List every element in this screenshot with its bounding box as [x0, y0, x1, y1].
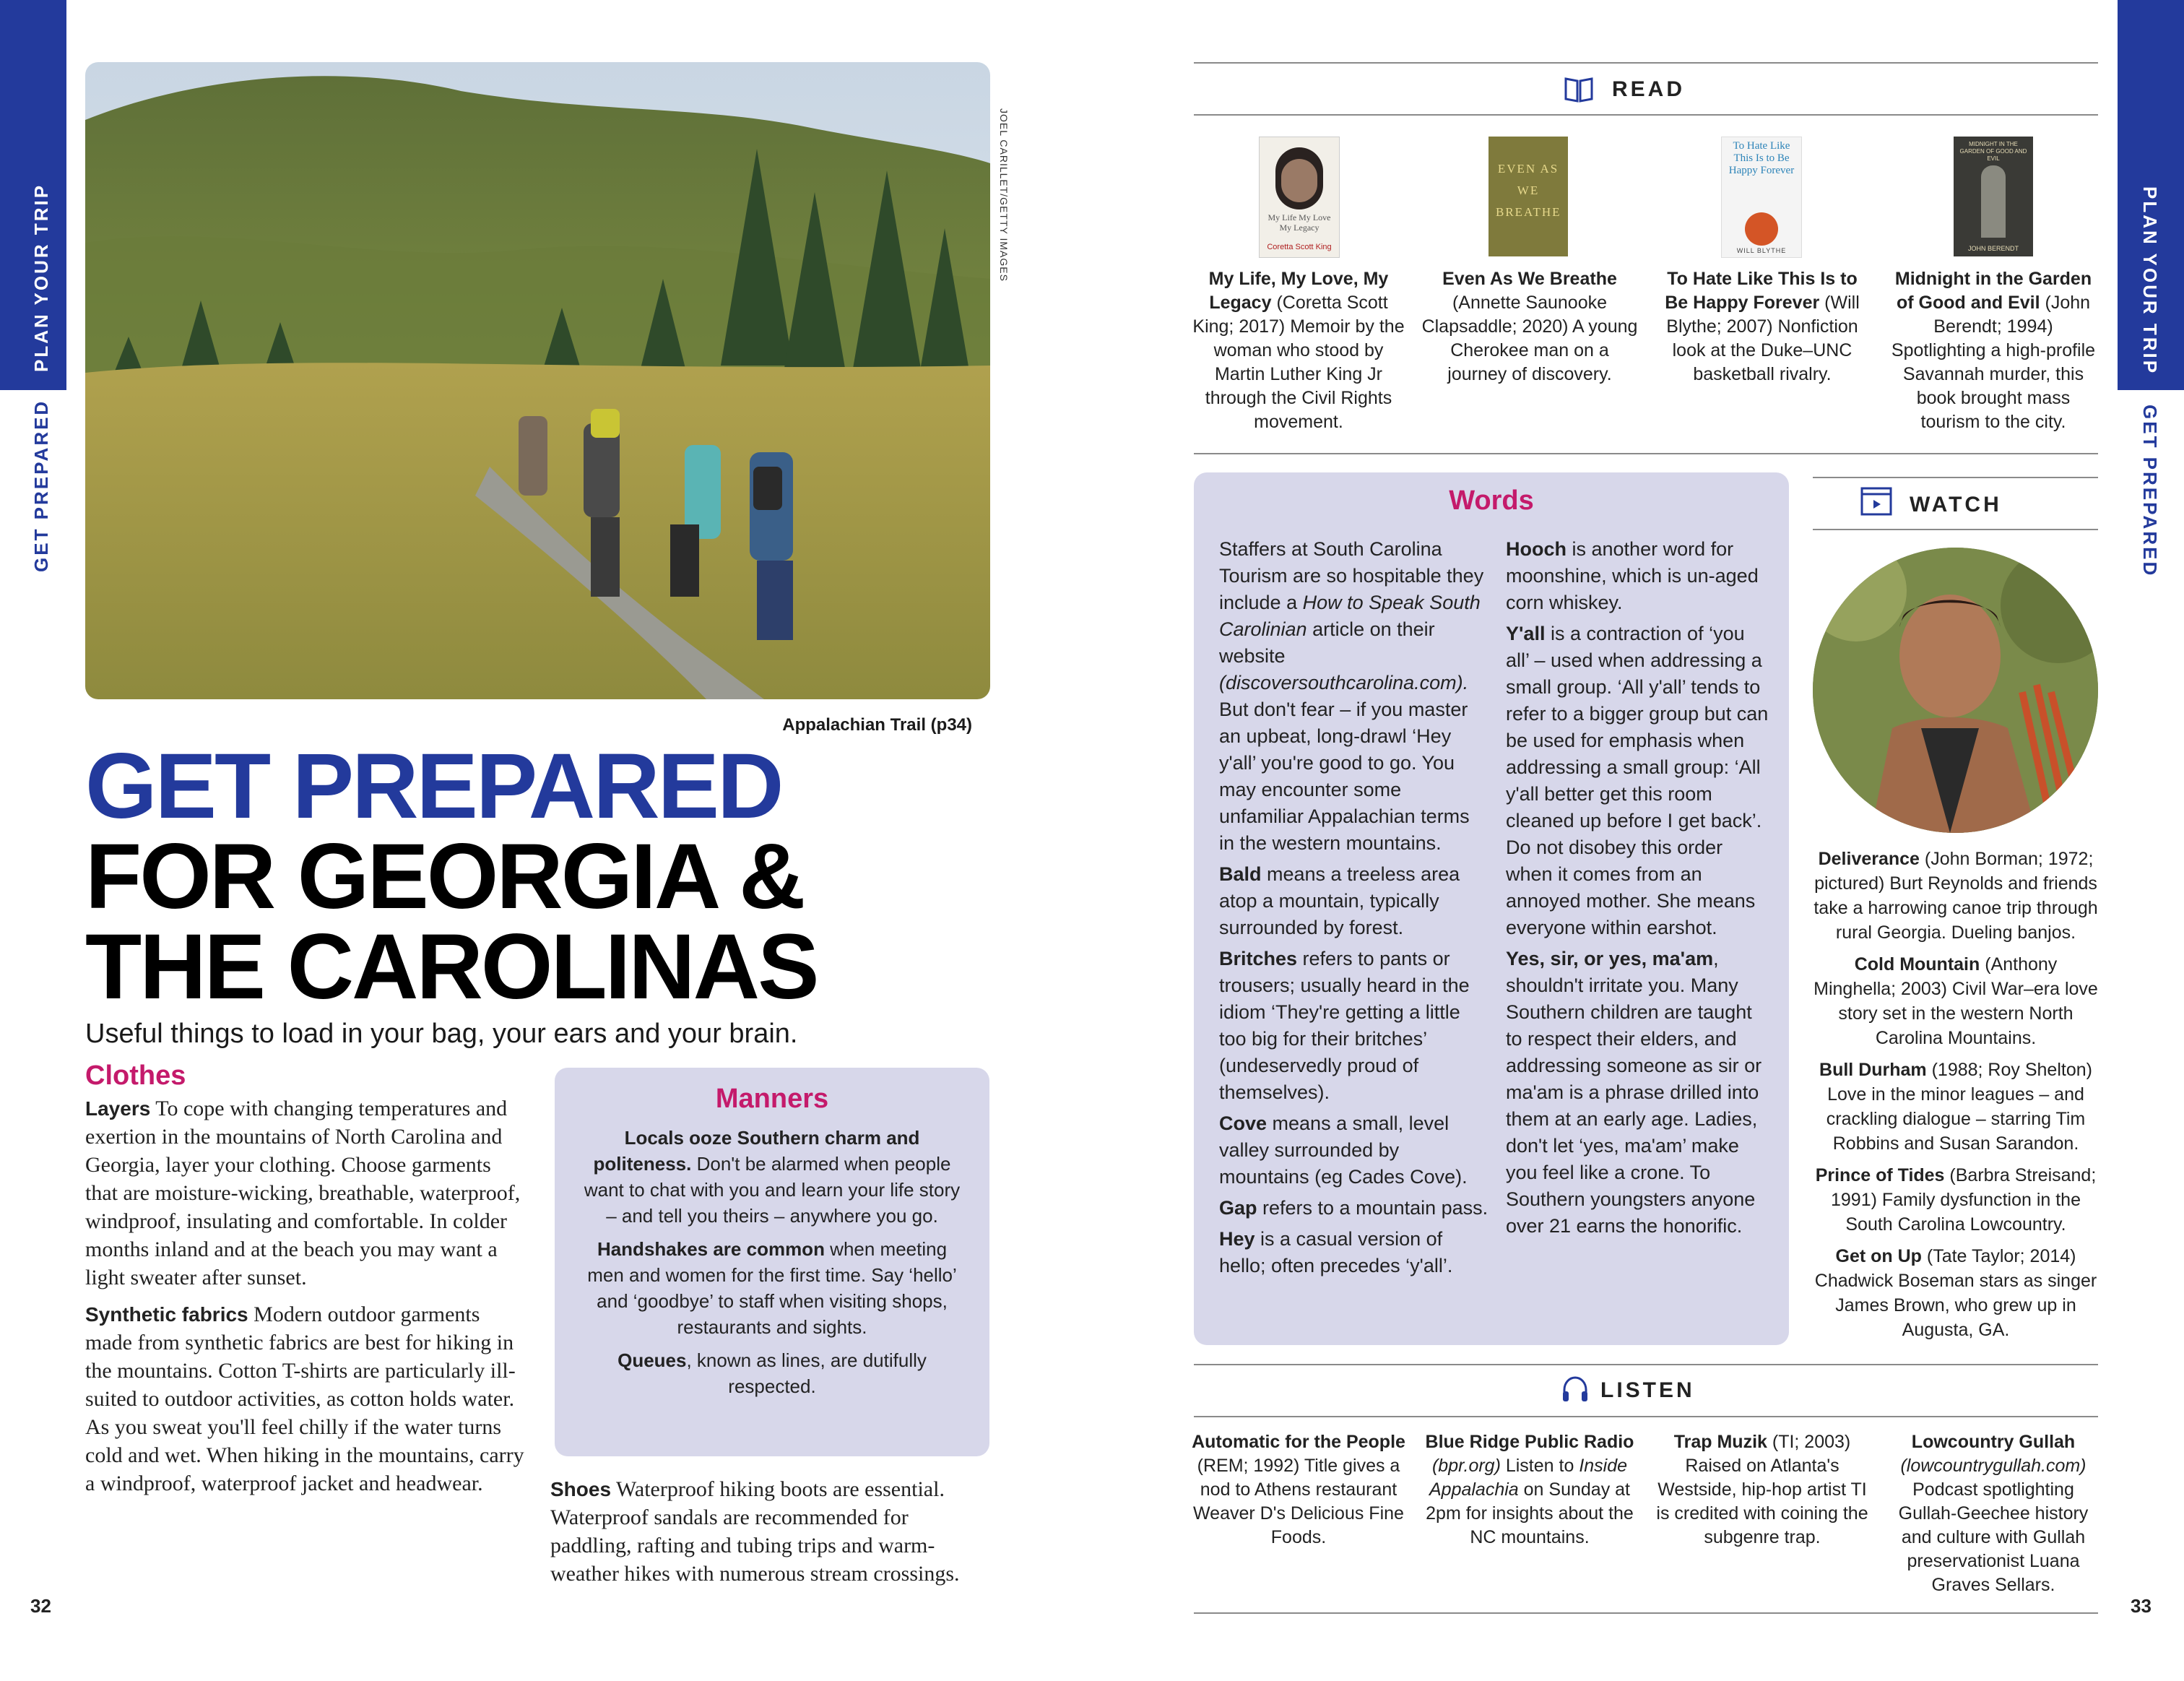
side-section-right-label: GET PREPARED [2139, 405, 2161, 578]
listen-1-text: (REM; 1992) Title gives a nod to Athens restaurant Weaver D's Delicious Fine Foods. [1193, 1456, 1404, 1547]
side-tab-left-label: PLAN YOUR TRIP [30, 183, 52, 372]
book-cover-1-author: Coretta Scott King [1267, 243, 1332, 251]
read-heading: READ [1612, 77, 1686, 101]
headline-subhead: Useful things to load in your bag, your ears and your brain. [85, 1019, 798, 1049]
deliverance-still-illustration [1813, 548, 2098, 833]
book-2-text: (Annette Saunooke Clapsaddle; 2020) A young Cherokee man on a journey of discovery. [1421, 293, 1638, 384]
shoes-term: Shoes [550, 1478, 612, 1500]
words-yall [1506, 621, 1773, 941]
yall-text: is a contraction of ‘you all’ – used when addressing a small group. ‘All y'all’ tends to refer to a bigger group but can be used for emphasis when addressing a small group: ‘All y'all better get this room cleaned up before I get back’. Do not disobey this order when it comes from an annoyed mother. She means everyone within earshot. [1506, 623, 1769, 938]
watch-item-5 [1811, 1244, 2100, 1342]
book-caption-2 [1421, 267, 1638, 386]
yes-sir-term: Yes, sir, or yes, ma'am [1506, 948, 1714, 969]
words-column-right [1506, 536, 1773, 1244]
words-bald [1219, 861, 1490, 941]
book-cover-3-title: To Hate Like This Is to Be Happy Forever [1728, 140, 1795, 176]
listen-1-title: Automatic for the People [1192, 1432, 1405, 1452]
book-caption-3 [1654, 267, 1871, 386]
listen-3-title: Trap Muzik [1673, 1432, 1767, 1452]
clothes-layers [85, 1094, 526, 1292]
manners-p2-text: when meeting men and women for the first time. Say ‘hello’ and ‘goodbye’ to staff when visiting shops, restaurants and sights. [587, 1238, 957, 1338]
clothes-section [85, 1060, 526, 1498]
words-intro [1219, 536, 1490, 857]
book-cover-1 [1259, 137, 1340, 258]
deliverance-still [1813, 548, 2098, 833]
read-rule-top [1194, 62, 2098, 64]
manners-p3-text: , known as lines, are dutifully respected. [686, 1349, 927, 1397]
page-number-left: 32 [30, 1595, 51, 1617]
watch-2-title: Cold Mountain [1854, 954, 1980, 975]
manners-p2 [584, 1236, 961, 1340]
book-3-title: To Hate Like This Is to Be Happy Forever [1665, 269, 1858, 313]
cove-text: means a small, level valley surrounded by mountains (eg Cades Cove). [1219, 1112, 1468, 1188]
book-cover-3 [1721, 137, 1802, 258]
headline-line1: GET PREPARED [85, 735, 782, 838]
cove-term: Cove [1219, 1112, 1268, 1134]
side-section-left-label: GET PREPARED [30, 399, 52, 572]
shoes-text: Waterproof hiking boots are essential. Waterproof sandals are recommended for paddling, rafting and tubing trips and warm-weather hikes with numerous stream crossings. [550, 1477, 960, 1586]
book-cover-3-author: WILL BLYTHE [1736, 247, 1787, 254]
britches-text: refers to pants or trousers; usually heard in the idiom ‘They're getting a little too big for their britches’ (undeservedly proud of themselves). [1219, 948, 1470, 1103]
watch-5-text: (Tate Taylor; 2014) Chadwick Boseman stars as singer James Brown, who grew up in Augusta, GA. [1814, 1246, 2097, 1340]
bald-term: Bald [1219, 863, 1262, 885]
clothes-title: Clothes [85, 1060, 186, 1091]
listen-4-title: Lowcountry Gullah [1911, 1432, 2076, 1452]
watch-item-3 [1811, 1058, 2100, 1156]
watch-item-4 [1811, 1163, 2100, 1237]
listen-heading: LISTEN [1600, 1378, 1695, 1402]
book-cover-4 [1954, 137, 2033, 256]
hey-term: Hey [1219, 1228, 1255, 1250]
listen-section-end-rule [1194, 1612, 2098, 1614]
words-gap [1219, 1195, 1490, 1222]
manners-p3 [584, 1347, 961, 1399]
hey-text: is a casual version of hello; often precedes ‘y'all’. [1219, 1228, 1453, 1276]
listen-2-url: (bpr.org) [1431, 1456, 1501, 1476]
manners-body [555, 1115, 989, 1399]
watch-1-title: Deliverance [1818, 849, 1920, 869]
words-hooch [1506, 536, 1773, 616]
words-title: Words [1449, 485, 1534, 516]
book-cover-2-title: EVEN AS WE BREATHE [1496, 162, 1561, 219]
read-section-end-rule [1194, 453, 2098, 454]
listen-2-show: Inside Appalachia [1429, 1456, 1628, 1500]
listen-2-text2: on Sunday at 2pm for insights about the NC mountains. [1426, 1479, 1634, 1547]
read-rule-bottom [1194, 114, 2098, 116]
listen-4-url: (lowcountrygullah.com) [1900, 1456, 2086, 1476]
watch-rule-bottom [1813, 529, 2098, 530]
page-number-right: 33 [2131, 1595, 2152, 1617]
photo-caption: Appalachian Trail (p34) [782, 715, 972, 735]
book-4-title: Midnight in the Garden of Good and Evil [1894, 269, 2092, 313]
listen-item-3 [1654, 1430, 1871, 1550]
manners-p1 [584, 1125, 961, 1229]
side-tab-right-label: PLAN YOUR TRIP [2139, 186, 2161, 376]
film-clapper-icon [1860, 485, 1893, 517]
watch-heading: WATCH [1910, 493, 2002, 517]
watch-item-2 [1811, 952, 2100, 1050]
watch-2-text: (Anthony Minghella; 2003) Civil War–era love story set in the western North Carolina Mountains. [1814, 954, 2098, 1048]
layers-term: Layers [85, 1097, 151, 1120]
words-column-left [1219, 536, 1490, 1284]
gap-text: refers to a mountain pass. [1257, 1197, 1488, 1219]
headline-line2: FOR GEORGIA & [85, 825, 804, 928]
listen-2-text: Listen to [1500, 1456, 1580, 1476]
hooch-text: is another word for moonshine, which is un-aged corn whiskey. [1506, 538, 1759, 613]
watch-4-title: Prince of Tides [1815, 1165, 1945, 1185]
listen-item-2 [1421, 1430, 1638, 1550]
manners-p1-text: Don't be alarmed when people want to chat with you and learn your life story – and tell you theirs – anywhere you go. [584, 1153, 961, 1227]
hooch-term: Hooch [1506, 538, 1566, 560]
listen-2-title: Blue Ridge Public Radio [1425, 1432, 1634, 1452]
headline-line3: THE CAROLINAS [85, 915, 818, 1019]
layers-text: To cope with changing temperatures and exertion in the mountains of North Carolina and Georgia, layer your clothing. Choose garments that are moisture-wicking, breathable, waterproof, windproof, insulating and comfortable. In colder months inland and at the beach you may want a light sweater after sunset. [85, 1097, 521, 1289]
watch-item-1 [1811, 847, 2100, 945]
listen-item-1 [1190, 1430, 1407, 1550]
words-hey [1219, 1226, 1490, 1279]
synthetic-term: Synthetic fabrics [85, 1303, 248, 1326]
words-britches [1219, 946, 1490, 1106]
listen-rule-top [1194, 1364, 2098, 1365]
manners-title: Manners [715, 1084, 829, 1114]
words-cove [1219, 1110, 1490, 1190]
hero-photo [85, 62, 990, 699]
britches-term: Britches [1219, 948, 1298, 969]
headphones-icon [1560, 1374, 1590, 1404]
book-1-title: My Life, My Love, My Legacy [1208, 269, 1389, 313]
book-cover-1-title: My Life My Love My Legacy [1268, 212, 1331, 233]
listen-4-text: Podcast spotlighting Gullah-Geechee history and culture with Gullah preservationist Luana Graves Sellars. [1898, 1479, 2089, 1595]
book-4-text: (John Berendt; 1994) Spotlighting a high-profile Savannah murder, this book brought mass tourism to the city. [1891, 293, 2096, 432]
manners-p2-term: Handshakes are common [597, 1238, 825, 1260]
watch-rule-top [1813, 477, 2098, 478]
listen-rule-bottom [1194, 1416, 2098, 1417]
book-caption-4 [1885, 267, 2102, 434]
words-intro-a: Staffers at South Carolina Tourism are so hospitable they include a [1219, 538, 1484, 613]
yes-sir-text: , shouldn't irritate you. Many Southern children are taught to respect their elders, and addressing someone as sir or ma'am is a phrase drilled into them at an early age. Ladies, don't let ‘yes, ma'am’ make you feel like a crone. To Southern youngsters anyone over 21 earns the honorific. [1506, 948, 1762, 1237]
watch-5-title: Get on Up [1835, 1246, 1922, 1266]
words-intro-b: article on their website [1219, 618, 1435, 667]
book-cover-4-author: JOHN BERENDT [1967, 245, 2019, 252]
bald-text: means a treeless area atop a mountain, typically surrounded by forest. [1219, 863, 1460, 938]
watch-3-title: Bull Durham [1819, 1060, 1927, 1080]
words-intro-c: But don't fear – if you master an upbeat, long-drawl ‘Hey y'all’ you're good to go. You may encounter some unfamiliar Appalachian terms in the western mountains. [1219, 699, 1470, 854]
book-icon [1564, 74, 1594, 103]
appalachian-trail-illustration [85, 62, 990, 699]
clothes-synthetic [85, 1300, 526, 1498]
book-cover-4-title: MIDNIGHT IN THE GARDEN OF GOOD AND EVIL [1959, 141, 2027, 162]
watch-1-text: (John Borman; 1972; pictured) Burt Reynolds and friends take a harrowing canoe trip through rural Georgia. Dueling banjos. [1814, 849, 2098, 943]
clothes-shoes [550, 1475, 991, 1588]
photo-credit: JOEL CARILLET/GETTY IMAGES [998, 108, 1010, 282]
synthetic-text: Modern outdoor garments made from synthetic fabrics are best for hiking in the mountains. Cotton T-shirts are particularly ill-suited to outdoor activities, as cotton holds water. As you sweat you'll feel chilly if the water turns cold and wet. When hiking in the mountains, carry a windproof, waterproof jacket and headwear. [85, 1302, 524, 1495]
watch-list [1811, 847, 2100, 1349]
book-1-text: (Coretta Scott King; 2017) Memoir by the woman who stood by Martin Luther King Jr through the Civil Rights movement. [1192, 293, 1405, 432]
book-2-title: Even As We Breathe [1442, 269, 1617, 289]
manners-p1-term: Locals ooze Southern charm and politeness. [593, 1127, 920, 1175]
listen-item-4 [1885, 1430, 2102, 1597]
yall-term: Y'all [1506, 623, 1546, 644]
book-caption-1 [1190, 267, 1407, 434]
book-cover-2 [1488, 137, 1568, 256]
words-yes-sir [1506, 946, 1773, 1240]
manners-box [555, 1068, 989, 1456]
words-intro-italic: How to Speak South Carolinian [1219, 592, 1481, 640]
listen-3-text: (TI; 2003) Raised on Atlanta's Westside, hip-hop artist TI is credited with coining the subgenre trap. [1656, 1432, 1868, 1547]
watch-3-text: (1988; Roy Shelton) Love in the minor leagues – and crackling dialogue – starring Tim Robbins and Susan Sarandon. [1826, 1060, 2092, 1154]
book-3-text: (Will Blythe; 2007) Nonfiction look at the Duke–UNC basketball rivalry. [1666, 293, 1860, 384]
manners-p3-term: Queues [618, 1349, 687, 1371]
watch-4-text: (Barbra Streisand; 1991) Family dysfunction in the South Carolina Lowcountry. [1830, 1165, 2097, 1235]
gap-term: Gap [1219, 1197, 1257, 1219]
words-intro-url: (discoversouthcarolina.com). [1219, 672, 1469, 693]
